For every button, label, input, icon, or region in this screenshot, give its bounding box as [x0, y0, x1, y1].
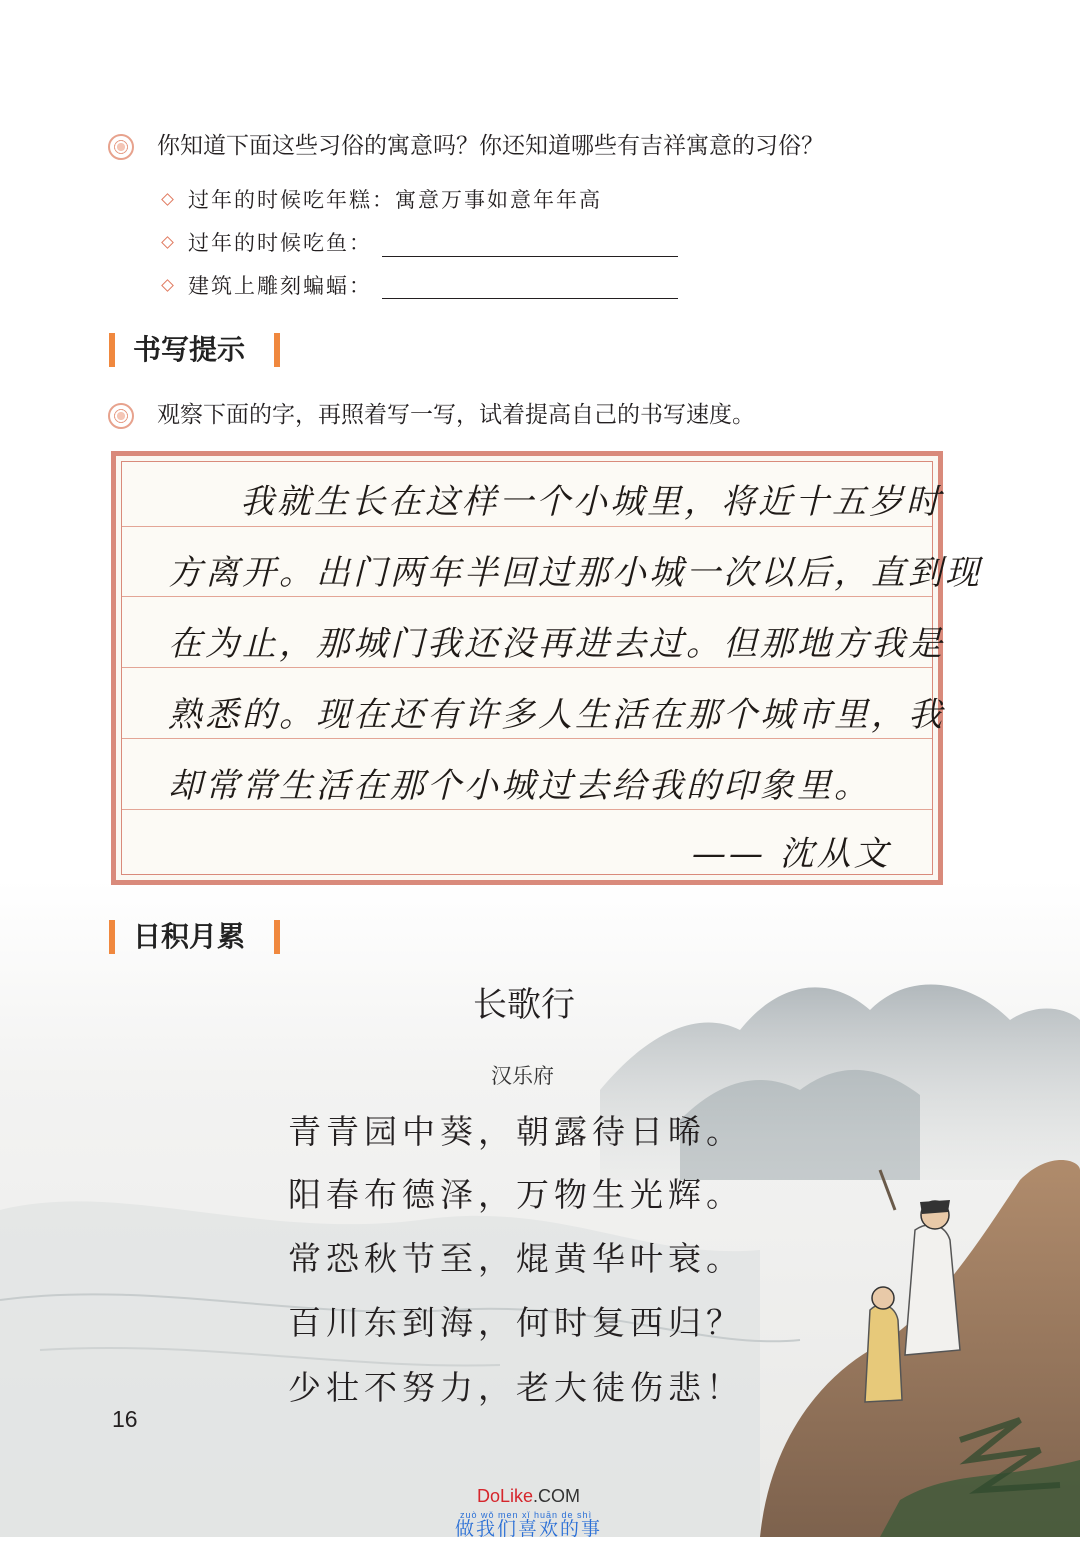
answer-blank-bat[interactable]	[382, 298, 678, 299]
poem-line: 常恐秋节至，焜黄华叶衰。	[288, 1239, 744, 1278]
page-number: 16	[112, 1406, 138, 1432]
section-bar-left	[109, 920, 115, 954]
watermark-brand-do: Do	[477, 1486, 501, 1506]
diamond-bullet-icon	[161, 236, 174, 249]
custom-item-fish: 过年的时候吃鱼：	[188, 231, 372, 255]
ruled-line	[122, 809, 932, 810]
handwriting-attribution: —— 沈从文	[692, 834, 891, 874]
watermark-brand-com: .COM	[533, 1486, 581, 1506]
poem-title: 长歌行	[473, 985, 575, 1025]
handwriting-line-4: 熟悉的。现在还有许多人生活在那个城市里，我	[168, 695, 945, 735]
poem-author: 汉乐府	[491, 1064, 554, 1088]
ruled-line	[122, 526, 932, 527]
watermark-brand	[477, 1486, 580, 1507]
question-bullet-icon	[108, 403, 134, 429]
poem-line: 百川东到海，何时复西归？	[288, 1303, 744, 1342]
section-bar-right	[274, 920, 280, 954]
answer-blank-fish[interactable]	[382, 256, 678, 257]
watermark-slogan: 做我们喜欢的事	[455, 1518, 603, 1540]
ruled-line	[122, 738, 932, 739]
diamond-bullet-icon	[161, 193, 174, 206]
handwriting-panel	[111, 451, 982, 885]
poem-line: 阳春布德泽，万物生光辉。	[288, 1175, 744, 1214]
ruled-line	[122, 667, 932, 668]
custom-item-rice-cake: 过年的时候吃年糕：寓意万事如意年年高	[188, 188, 602, 212]
watermark-brand-like: Like	[500, 1486, 534, 1506]
poem-line: 少壮不努力，老大徒伤悲！	[288, 1368, 744, 1407]
diamond-bullet-icon	[161, 279, 174, 292]
handwriting-line-5: 却常常生活在那个小城过去给我的印象里。	[168, 766, 871, 806]
section-title-accumulate: 日积月累	[133, 920, 246, 953]
writing-prompt: 观察下面的字，再照着写一写，试着提高自己的书写速度。	[157, 402, 755, 428]
question-bullet-icon	[108, 134, 134, 160]
section-bar-right	[274, 333, 280, 367]
section-title-writing: 书写提示	[133, 333, 246, 366]
handwriting-panel-inner	[121, 461, 982, 875]
section-bar-left	[109, 333, 115, 367]
ruled-line	[122, 596, 932, 597]
question-prompt: 你知道下面这些习俗的寓意吗？你还知道哪些有吉祥寓意的习俗？	[157, 133, 824, 159]
handwriting-line-3: 在为止，那城门我还没再进去过。但那地方我是	[168, 624, 945, 664]
handwriting-line-2: 方离开。出门两年半回过那小城一次以后，直到现	[168, 553, 982, 593]
handwriting-line-1: 我就生长在这样一个小城里，将近十五岁时	[240, 482, 943, 522]
watermark-pinyin: zuò wǒ men xǐ huān de shì	[460, 1510, 593, 1520]
custom-item-bat-carving: 建筑上雕刻蝙蝠：	[188, 274, 372, 298]
poem-line: 青青园中葵，朝露待日晞。	[288, 1112, 744, 1151]
